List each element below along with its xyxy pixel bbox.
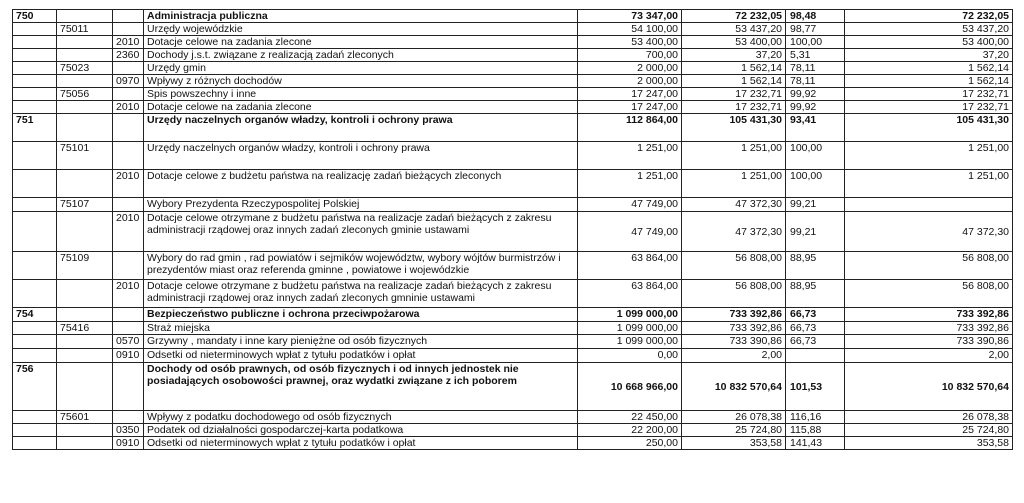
executed-amount-cell: 1 562,14 — [682, 62, 786, 75]
percent-cell: 99,92 — [786, 101, 845, 114]
executed-amount-cell: 53 400,00 — [682, 36, 786, 49]
section-code-cell — [13, 437, 57, 450]
section-row — [13, 10, 1013, 23]
subsection-code-cell — [57, 280, 113, 308]
subsection-code-cell — [57, 363, 113, 411]
plan-amount-cell: 700,00 — [578, 49, 682, 62]
section-code-cell — [13, 280, 57, 308]
subsection-row — [13, 252, 1013, 280]
executed-amount-cell: 733 390,86 — [682, 335, 786, 349]
paragraph-code-cell: 2010 — [113, 101, 144, 114]
executed-amount-cell: 25 724,80 — [682, 424, 786, 437]
paragraph-code-cell — [113, 411, 144, 424]
description-cell: Spis powszechny i inne — [144, 88, 578, 101]
section-code-cell — [13, 322, 57, 335]
paragraph-code-cell — [113, 88, 144, 101]
subsection-code-cell: 75056 — [57, 88, 113, 101]
section-code-cell — [13, 36, 57, 49]
section-code-cell — [13, 23, 57, 36]
paragraph-code-cell: 2010 — [113, 280, 144, 308]
paragraph-row — [13, 335, 1013, 349]
section-code-cell — [13, 75, 57, 88]
section-row — [13, 308, 1013, 322]
percent-cell: 66,73 — [786, 308, 845, 322]
paragraph-row — [13, 349, 1013, 363]
total-amount-cell: 1 562,14 — [845, 62, 1013, 75]
executed-amount-cell: 56 808,00 — [682, 252, 786, 280]
subsection-code-cell — [57, 10, 113, 23]
plan-amount-cell: 22 450,00 — [578, 411, 682, 424]
percent-cell: 5,31 — [786, 49, 845, 62]
subsection-code-cell — [57, 101, 113, 114]
total-amount-cell: 56 808,00 — [845, 252, 1013, 280]
subsection-code-cell — [57, 212, 113, 252]
plan-amount-cell: 63 864,00 — [578, 280, 682, 308]
paragraph-row — [13, 212, 1013, 252]
section-code-cell — [13, 101, 57, 114]
paragraph-code-cell — [113, 308, 144, 322]
subsection-code-cell: 75416 — [57, 322, 113, 335]
description-cell: Administracja publiczna — [144, 10, 578, 23]
total-amount-cell: 2,00 — [845, 349, 1013, 363]
paragraph-code-cell: 2360 — [113, 49, 144, 62]
paragraph-row — [13, 49, 1013, 62]
paragraph-row — [13, 280, 1013, 308]
total-amount-cell: 53 437,20 — [845, 23, 1013, 36]
percent-cell: 93,41 — [786, 114, 845, 142]
paragraph-row — [13, 101, 1013, 114]
plan-amount-cell: 1 099 000,00 — [578, 308, 682, 322]
percent-cell: 99,21 — [786, 212, 845, 252]
executed-amount-cell: 733 392,86 — [682, 308, 786, 322]
section-code-cell: 751 — [13, 114, 57, 142]
executed-amount-cell: 1 251,00 — [682, 142, 786, 170]
plan-amount-cell: 10 668 966,00 — [578, 363, 682, 411]
percent-cell: 98,48 — [786, 10, 845, 23]
subsection-row — [13, 142, 1013, 170]
paragraph-code-cell — [113, 10, 144, 23]
paragraph-row — [13, 424, 1013, 437]
plan-amount-cell: 1 099 000,00 — [578, 322, 682, 335]
section-code-cell — [13, 88, 57, 101]
paragraph-row — [13, 36, 1013, 49]
subsection-code-cell — [57, 114, 113, 142]
subsection-code-cell — [57, 36, 113, 49]
description-cell: Wybory Prezydenta Rzeczypospolitej Polskiej — [144, 198, 578, 212]
description-cell: Straż miejska — [144, 322, 578, 335]
description-cell: Dochody od osób prawnych, od osób fizycznych i od innych jednostek nie posiadających osobowości prawnej, oraz wydatki związane z ich poborem — [144, 363, 578, 411]
executed-amount-cell: 17 232,71 — [682, 88, 786, 101]
description-cell: Odsetki od nieterminowych wpłat z tytułu podatków i opłat — [144, 437, 578, 450]
plan-amount-cell: 63 864,00 — [578, 252, 682, 280]
total-amount-cell: 1 251,00 — [845, 142, 1013, 170]
paragraph-code-cell — [113, 62, 144, 75]
description-cell: Dotacje celowe otrzymane z budżetu państwa na realizacje zadań bieżących z zakresu administracji rządowej oraz innych zadań zleconych gminie ustawami — [144, 212, 578, 252]
subsection-code-cell: 75101 — [57, 142, 113, 170]
section-code-cell — [13, 349, 57, 363]
percent-cell: 100,00 — [786, 142, 845, 170]
plan-amount-cell: 1 251,00 — [578, 142, 682, 170]
subsection-code-cell: 75023 — [57, 62, 113, 75]
plan-amount-cell: 112 864,00 — [578, 114, 682, 142]
total-amount-cell: 53 400,00 — [845, 36, 1013, 49]
section-code-cell — [13, 142, 57, 170]
executed-amount-cell: 1 562,14 — [682, 75, 786, 88]
description-cell: Odsetki od nieterminowych wpłat z tytułu podatków i opłat — [144, 349, 578, 363]
subsection-row — [13, 322, 1013, 335]
executed-amount-cell: 56 808,00 — [682, 280, 786, 308]
total-amount-cell: 17 232,71 — [845, 88, 1013, 101]
plan-amount-cell: 17 247,00 — [578, 88, 682, 101]
section-code-cell — [13, 424, 57, 437]
total-amount-cell: 105 431,30 — [845, 114, 1013, 142]
total-amount-cell: 10 832 570,64 — [845, 363, 1013, 411]
plan-amount-cell: 1 251,00 — [578, 170, 682, 198]
total-amount-cell: 56 808,00 — [845, 280, 1013, 308]
subsection-row — [13, 88, 1013, 101]
total-amount-cell: 353,58 — [845, 437, 1013, 450]
percent-cell: 88,95 — [786, 252, 845, 280]
description-cell: Dotacje celowe na zadania zlecone — [144, 101, 578, 114]
section-code-cell — [13, 49, 57, 62]
section-code-cell — [13, 252, 57, 280]
section-code-cell — [13, 411, 57, 424]
paragraph-code-cell: 0970 — [113, 75, 144, 88]
section-code-cell — [13, 212, 57, 252]
executed-amount-cell: 26 078,38 — [682, 411, 786, 424]
section-code-cell — [13, 335, 57, 349]
executed-amount-cell: 10 832 570,64 — [682, 363, 786, 411]
section-row — [13, 114, 1013, 142]
percent-cell: 66,73 — [786, 335, 845, 349]
executed-amount-cell: 733 392,86 — [682, 322, 786, 335]
description-cell: Dotacje celowe otrzymane z budżetu państwa na realizacje zadań bieżących z zakresu administracji rządowej oraz innych zadań zleconych gmninie ustawami — [144, 280, 578, 308]
percent-cell: 101,53 — [786, 363, 845, 411]
description-cell: Dochody j.s.t. związane z realizacją zadań zleconych — [144, 49, 578, 62]
subsection-code-cell — [57, 170, 113, 198]
section-code-cell: 750 — [13, 10, 57, 23]
paragraph-code-cell — [113, 198, 144, 212]
subsection-row — [13, 62, 1013, 75]
plan-amount-cell: 22 200,00 — [578, 424, 682, 437]
section-code-cell: 756 — [13, 363, 57, 411]
section-code-cell — [13, 170, 57, 198]
section-code-cell — [13, 198, 57, 212]
description-cell: Wpływy z różnych dochodów — [144, 75, 578, 88]
paragraph-row — [13, 437, 1013, 450]
executed-amount-cell: 47 372,30 — [682, 198, 786, 212]
executed-amount-cell: 37,20 — [682, 49, 786, 62]
description-cell: Urzędy wojewódzkie — [144, 23, 578, 36]
percent-cell: 88,95 — [786, 280, 845, 308]
plan-amount-cell: 54 100,00 — [578, 23, 682, 36]
percent-cell: 100,00 — [786, 36, 845, 49]
executed-amount-cell: 72 232,05 — [682, 10, 786, 23]
paragraph-code-cell — [113, 23, 144, 36]
total-amount-cell: 733 390,86 — [845, 335, 1013, 349]
plan-amount-cell: 0,00 — [578, 349, 682, 363]
total-amount-cell: 72 232,05 — [845, 10, 1013, 23]
percent-cell: 66,73 — [786, 322, 845, 335]
paragraph-code-cell: 0910 — [113, 349, 144, 363]
paragraph-code-cell: 2010 — [113, 212, 144, 252]
total-amount-cell: 733 392,86 — [845, 308, 1013, 322]
total-amount-cell: 1 251,00 — [845, 170, 1013, 198]
plan-amount-cell: 250,00 — [578, 437, 682, 450]
total-amount-cell: 1 562,14 — [845, 75, 1013, 88]
subsection-code-cell — [57, 75, 113, 88]
percent-cell: 115,88 — [786, 424, 845, 437]
paragraph-row — [13, 170, 1013, 198]
subsection-row — [13, 411, 1013, 424]
executed-amount-cell: 2,00 — [682, 349, 786, 363]
percent-cell: 141,43 — [786, 437, 845, 450]
executed-amount-cell: 1 251,00 — [682, 170, 786, 198]
subsection-code-cell — [57, 335, 113, 349]
paragraph-code-cell: 2010 — [113, 170, 144, 198]
paragraph-code-cell — [113, 322, 144, 335]
total-amount-cell: 17 232,71 — [845, 101, 1013, 114]
paragraph-code-cell: 0350 — [113, 424, 144, 437]
paragraph-row — [13, 75, 1013, 88]
subsection-code-cell: 75107 — [57, 198, 113, 212]
description-cell: Bezpieczeństwo publiczne i ochrona przeciwpożarowa — [144, 308, 578, 322]
executed-amount-cell: 17 232,71 — [682, 101, 786, 114]
description-cell: Urzędy naczelnych organów władzy, kontroli i ochrony prawa — [144, 142, 578, 170]
subsection-code-cell: 75011 — [57, 23, 113, 36]
percent-cell: 100,00 — [786, 170, 845, 198]
plan-amount-cell: 53 400,00 — [578, 36, 682, 49]
description-cell: Urzędy naczelnych organów władzy, kontroli i ochrony prawa — [144, 114, 578, 142]
paragraph-code-cell — [113, 252, 144, 280]
budget-table — [12, 9, 1013, 450]
description-cell: Grzywny , mandaty i inne kary pieniężne od osób fizycznych — [144, 335, 578, 349]
total-amount-cell: 25 724,80 — [845, 424, 1013, 437]
plan-amount-cell: 73 347,00 — [578, 10, 682, 23]
description-cell: Urzędy gmin — [144, 62, 578, 75]
percent-cell: 99,92 — [786, 88, 845, 101]
total-amount-cell: 733 392,86 — [845, 322, 1013, 335]
plan-amount-cell: 1 099 000,00 — [578, 335, 682, 349]
percent-cell: 99,21 — [786, 198, 845, 212]
description-cell: Podatek od działalności gospodarczej-karta podatkowa — [144, 424, 578, 437]
plan-amount-cell: 47 749,00 — [578, 198, 682, 212]
description-cell: Dotacje celowe na zadania zlecone — [144, 36, 578, 49]
total-amount-cell: 26 078,38 — [845, 411, 1013, 424]
section-row — [13, 363, 1013, 411]
description-cell: Wybory do rad gmin , rad powiatów i sejmików województw, wybory wójtów burmistrzów i prezydentów miast oraz referenda gminne , powiatowe i wojewódzkie — [144, 252, 578, 280]
subsection-code-cell — [57, 49, 113, 62]
executed-amount-cell: 353,58 — [682, 437, 786, 450]
description-cell: Wpływy z podatku dochodowego od osób fizycznych — [144, 411, 578, 424]
subsection-code-cell: 75109 — [57, 252, 113, 280]
plan-amount-cell: 2 000,00 — [578, 62, 682, 75]
plan-amount-cell: 47 749,00 — [578, 212, 682, 252]
paragraph-code-cell: 0910 — [113, 437, 144, 450]
percent-cell: 116,16 — [786, 411, 845, 424]
paragraph-code-cell: 2010 — [113, 36, 144, 49]
executed-amount-cell: 105 431,30 — [682, 114, 786, 142]
budget-table-body — [13, 10, 1013, 450]
paragraph-code-cell — [113, 114, 144, 142]
subsection-code-cell — [57, 437, 113, 450]
subsection-row — [13, 198, 1013, 212]
total-amount-cell: 47 372,30 — [845, 212, 1013, 252]
description-cell: Dotacje celowe z budżetu państwa na realizację zadań bieżących zleconych — [144, 170, 578, 198]
paragraph-code-cell: 0570 — [113, 335, 144, 349]
total-amount-cell: 37,20 — [845, 49, 1013, 62]
subsection-code-cell — [57, 349, 113, 363]
paragraph-code-cell — [113, 142, 144, 170]
total-amount-cell — [845, 198, 1013, 212]
subsection-code-cell — [57, 308, 113, 322]
percent-cell: 78,11 — [786, 62, 845, 75]
paragraph-code-cell — [113, 363, 144, 411]
executed-amount-cell: 47 372,30 — [682, 212, 786, 252]
plan-amount-cell: 2 000,00 — [578, 75, 682, 88]
section-code-cell: 754 — [13, 308, 57, 322]
section-code-cell — [13, 62, 57, 75]
subsection-code-cell — [57, 424, 113, 437]
subsection-row — [13, 23, 1013, 36]
subsection-code-cell: 75601 — [57, 411, 113, 424]
percent-cell — [786, 349, 845, 363]
percent-cell: 98,77 — [786, 23, 845, 36]
plan-amount-cell: 17 247,00 — [578, 101, 682, 114]
executed-amount-cell: 53 437,20 — [682, 23, 786, 36]
percent-cell: 78,11 — [786, 75, 845, 88]
